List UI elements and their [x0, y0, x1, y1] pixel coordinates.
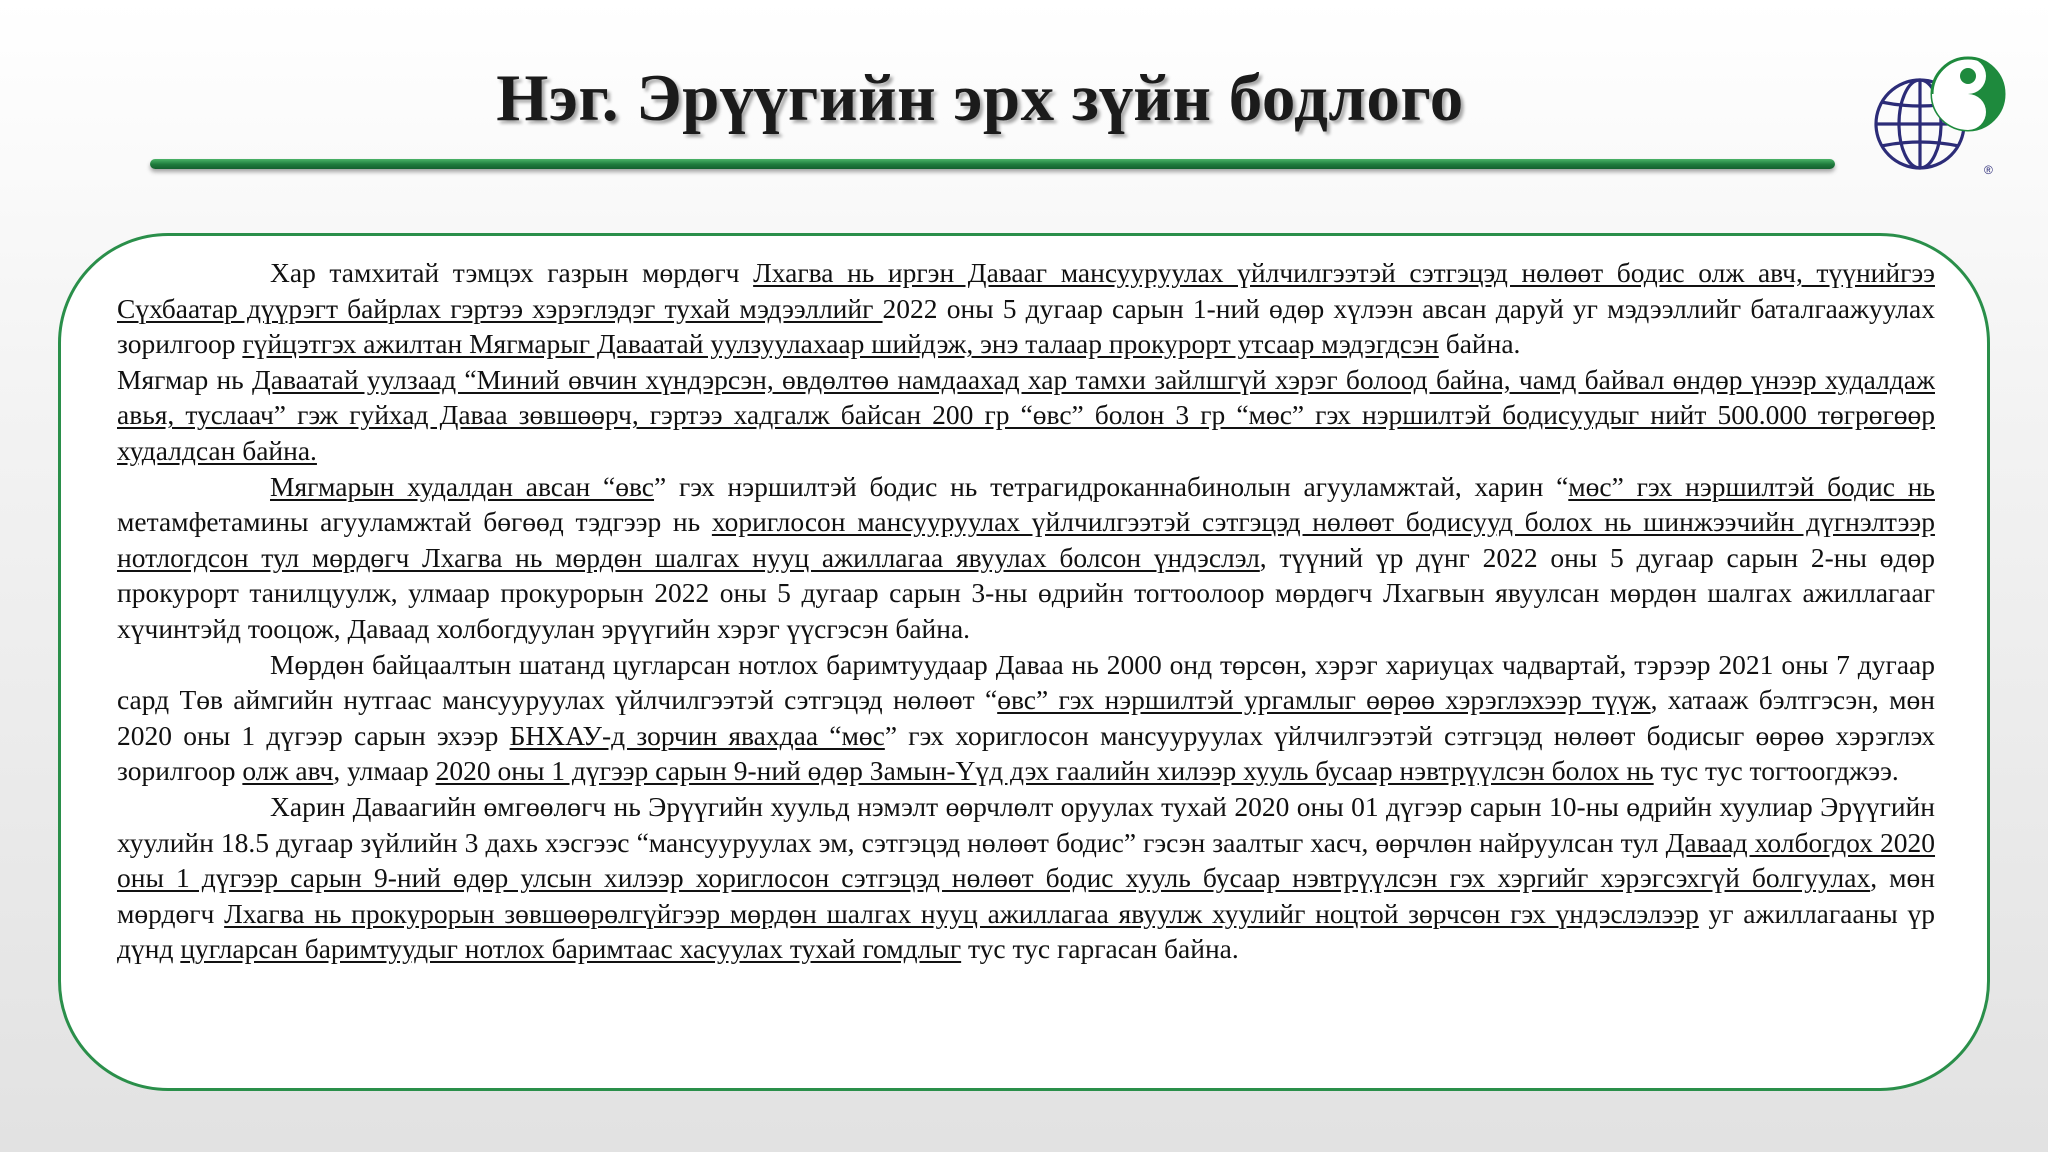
text-span: 2022 оны 5 дугаар сарын 1-ний өдөр хүлээн авсан даруй уг мэдээллийг баталгаажуулах зорилгоор — [117, 292, 1935, 360]
text-span: тус тус тогтоогджээ. — [1653, 755, 1899, 787]
underlined-text: гүйцэтгэх ажилтан Мягмарыг Даваатай уулзуулахаар шийдэж, энэ талаар прокурорт утсаар мэдэгдсэн — [242, 328, 1439, 360]
underlined-text: мөс” гэх нэршилтэй бодис нь — [1568, 470, 1935, 502]
text-span: Харин Даваагийн өмгөөлөгч нь Эрүүгийн хуульд нэмэлт өөрчлөлт оруулах тухай 2020 оны 01 дүгээр сарын 10-ны өдрийн хуулиар Эрүүгийн хуулийн 18.5 дугаар зүйлийн 3 дахь хэсгээс “мансууруулах эм, сэтгэцэд нөлөөт бодис” гэсэн заалтыг хасч, өөрчлөн найруулсан тул — [117, 790, 1935, 858]
paragraph — [117, 255, 1935, 362]
underlined-text: 2020 оны 1 дүгээр сарын 9-ний өдөр Замын-Үүд дэх гаалийн хилээр хууль бусаар нэвтрүүлсэн болох нь — [435, 755, 1654, 787]
underlined-text: Даваад холбогдох 2020 оны 1 дүгээр сарын 9-ний өдөр улсын хилээр хориглосон сэтгэцэд нөлөөт бодис хууль бусаар нэвтрүүлсэн гэх хэргийг хэрэгсэхгүй болгуулах — [117, 826, 1936, 894]
text-span: Хар тамхитай тэмцэх газрын мөрдөгч — [270, 257, 754, 288]
registered-mark: ® — [1984, 163, 1993, 177]
underlined-text: Даваатай уулзаад “Миний өвчин хүндэрсэн, өвдөлтөө намдаахад хар тамхи зайлшгүй хэрэг болоод байна, чамд байвал өндөр үнээр худалдаж авья, туслаач” гэж гуйхад Даваа зөвшөөрч, гэртээ хадгалж байсан 200 гр “өвс” болон 3 гр “мөс” гэх нэршилтэй бодисуудыг нийт 500.000 төгрөгөөр худалдсан байна. — [117, 363, 1935, 466]
paragraph — [117, 469, 1935, 647]
globe-yin-yang-logo-icon — [1868, 52, 2006, 182]
text-span: , түүний үр дүнг 2022 оны 5 дугаар сарын 2-ны өдөр прокурорт танилцуулж, улмаар прокурорын 2022 оны 5 дугаар сарын 3-ны өдрийн тогтоолоор мөрдөгч Лхагвын явуулсан мөрдөн шалгах ажиллагааг хүчинтэйд тооцож, Даваад холбогдуулан эрүүгийн хэрэг үүсгэсэн байна. — [117, 541, 1935, 644]
text-span: тус тус гаргасан байна. — [961, 933, 1239, 965]
text-span: , улмаар — [333, 755, 436, 787]
paragraph — [117, 362, 1935, 469]
underlined-text: цугларсан баримтуудыг нотлох баримтаас хасуулах тухай гомдлыг — [180, 933, 962, 965]
text-span: ” гэх хориглосон мансууруулах үйлчилгээтэй сэтгэцэд нөлөөт бодисыг өөрөө хэрэглэх зорилгоор — [117, 719, 1935, 787]
paragraph — [117, 789, 1935, 967]
text-span: Мөрдөн байцаалтын шатанд цугларсан нотлох баримтуудаар Даваа нь 2000 онд төрсөн, хэрэг хариуцах чадвартай, тэрээр 2021 оны 7 дугаар сард Төв аймгийн нутгаас мансууруулах үйлчилгээтэй сэтгэцэд нөлөөт “ — [117, 648, 1935, 716]
text-span: ” гэх нэршилтэй бодис нь тетрагидроканнабинолын агууламжтай, харин “ — [654, 470, 1569, 502]
underlined-text: олж авч — [242, 755, 334, 787]
underlined-text: хориглосон мансууруулах үйлчилгээтэй сэтгэцэд нөлөөт бодисууд болох нь шинжээчийн дүгнэлтээр нотлогдсон тул мөрдөгч Лхагва нь мөрдөн шалгах нууц ажиллагаа явуулах болсон үндэслэл — [117, 506, 1935, 573]
paragraph — [117, 647, 1935, 789]
underlined-text: БНХАУ-д зорчин явахдаа “мөс — [509, 719, 885, 751]
text-span: метамфетамины агууламжтай бөгөөд тэдгээр нь — [117, 506, 712, 538]
underlined-text: Лхагва нь иргэн Давааг мансууруулах үйлчилгээтэй сэтгэцэд нөлөөт бодис олж авч, түүнийгээ Сүхбаатар дүүрэгт байрлах гэртээ хэрэглэдэг тухай мэдээллийг — [117, 257, 1935, 324]
text-span: Мягмар нь — [117, 363, 252, 395]
underlined-text: өвс” гэх нэршилтэй ургамлыг өөрөө хэрэглэхээр түүж — [997, 684, 1651, 716]
case-text — [117, 255, 1935, 967]
page-title: Нэг. Эрүүгийн эрх зүйн бодлого — [496, 61, 1464, 135]
text-span: , хатааж бэлтгэсэн, мөн 2020 оны 1 дүгээр сарын эхээр — [117, 684, 1935, 751]
text-span: байна. — [1438, 328, 1521, 360]
title-divider — [150, 159, 1835, 169]
underlined-text: Мягмарын худалдан авсан “өвс — [270, 470, 655, 502]
text-span: , мөн мөрдөгч — [117, 862, 1935, 929]
text-span: уг ажиллагааны үр дүнд — [117, 897, 1935, 965]
underlined-text: Лхагва нь прокурорын зөвшөөрөлгүйгээр мөрдөн шалгах нууц ажиллагаа явуулж хуулийг ноцтой зөрчсөн гэх үндэслэлээр — [224, 897, 1699, 929]
